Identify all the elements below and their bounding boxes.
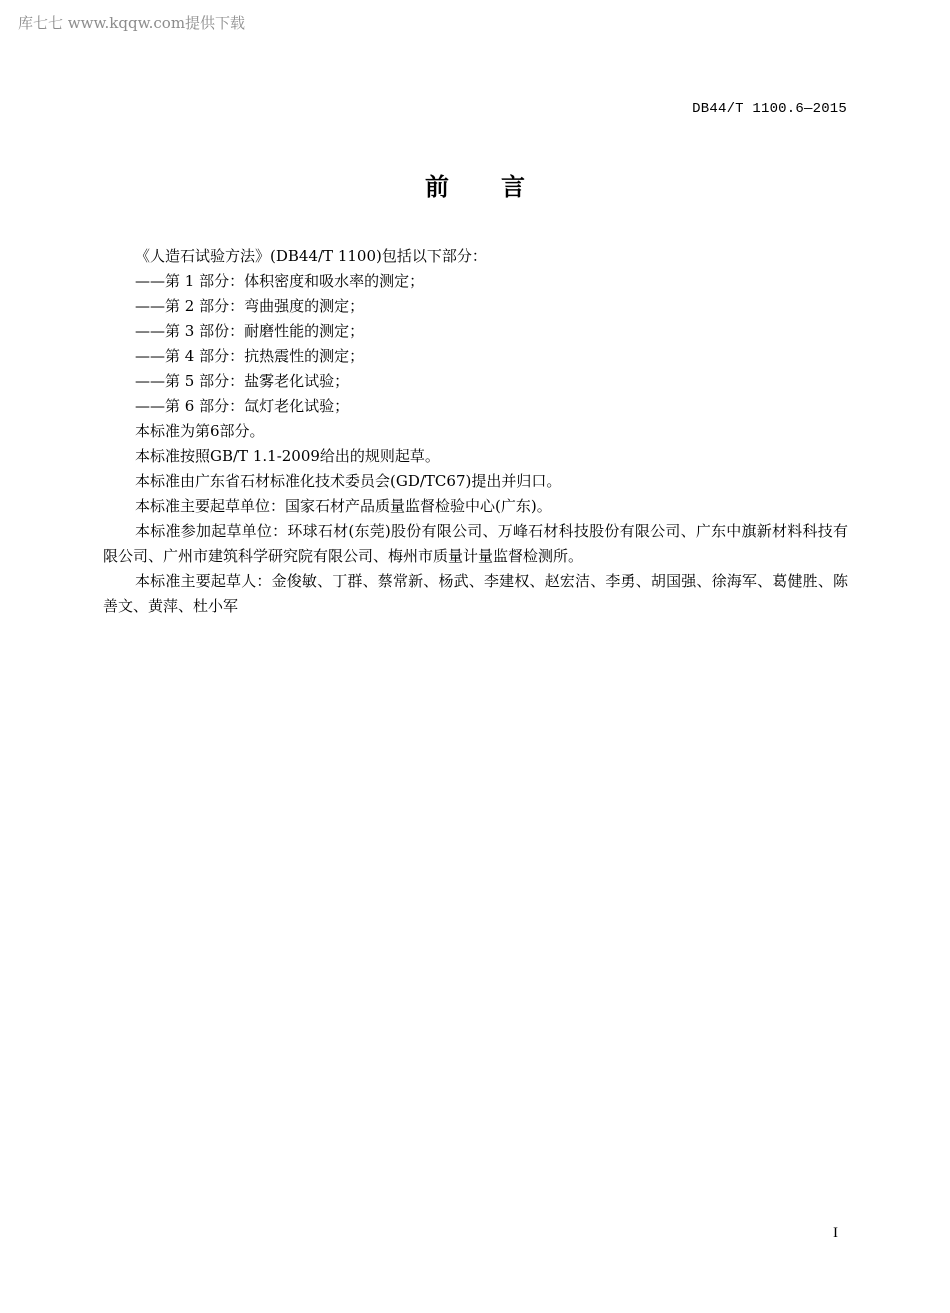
part-list-item: ——第 3 部份：耐磨性能的测定； (135, 322, 365, 340)
page-number: I (833, 1225, 838, 1241)
part-list-item: ——第 1 部分：体积密度和吸水率的测定； (135, 272, 425, 290)
part-list-item: ——第 5 部分：盐雾老化试验； (135, 372, 350, 390)
watermark-text: 库七七 www.kqqw.com提供下载 (18, 14, 246, 32)
page-title: 前言 (425, 173, 577, 201)
drafting-rules-paragraph: 本标准按照GB/T 1.1-2009给出的规则起草。 (135, 447, 440, 465)
main-drafter-org-paragraph: 本标准主要起草单位：国家石材产品质量监督检验中心(广东)。 (135, 497, 552, 515)
document-code: DB44/T 1100.6—2015 (692, 101, 847, 117)
part-list-item: ——第 6 部分：氙灯老化试验； (135, 397, 350, 415)
proposed-by-paragraph: 本标准由广东省石材标准化技术委员会(GD/TC67)提出并归口。 (135, 472, 562, 490)
part-list-item: ——第 2 部分：弯曲强度的测定； (135, 297, 365, 315)
foreword-content (103, 244, 848, 619)
part-list-item: ——第 4 部分：抗热震性的测定； (135, 347, 365, 365)
participating-orgs-paragraph: 本标准参加起草单位：环球石材(东莞)股份有限公司、万峰石材科技股份有限公司、广东中旗新材料科技有限公司、广州市建筑科学研究院有限公司、梅州市质量计量监督检测所。 (103, 522, 848, 565)
this-part-paragraph: 本标准为第6部分。 (135, 422, 265, 440)
intro-line: 《人造石试验方法》(DB44/T 1100)包括以下部分： (135, 247, 487, 265)
main-drafters-paragraph: 本标准主要起草人：金俊敏、丁群、蔡常新、杨武、李建权、赵宏洁、李勇、胡国强、徐海军、葛健胜、陈善文、黄萍、杜小军 (103, 572, 848, 615)
